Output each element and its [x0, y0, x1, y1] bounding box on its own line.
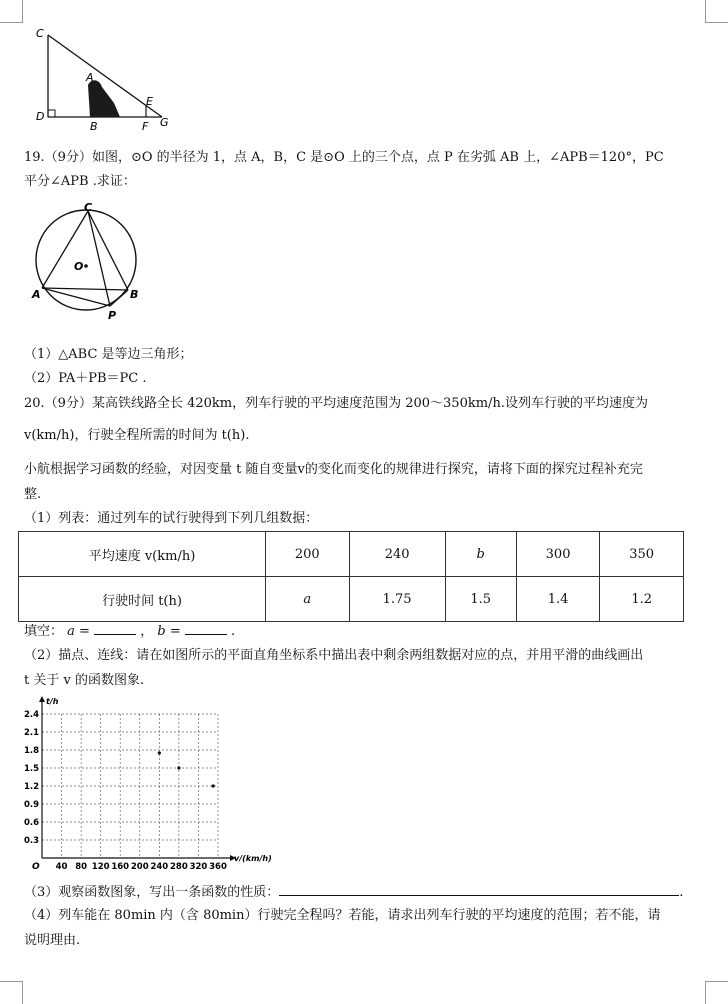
q20-part-1-title: （1）列表：通过列车的试行驶得到下列几组数据：	[24, 511, 319, 526]
q19-line-1: 19.（9分）如图，⊙O 的半径为 1，点 A，B，C 是⊙O 上的三个点，点 P 在劣弧 AB 上，∠APB＝120°，PC	[24, 150, 664, 165]
fill-in-line	[24, 622, 235, 641]
data-point	[158, 751, 161, 754]
table-cell: a	[266, 577, 350, 622]
table-cell: 350	[600, 532, 684, 577]
label-B: B	[130, 288, 139, 301]
part-3-text: （3）观察函数图象，写出一条函数的性质：	[24, 885, 280, 900]
fill-label: 填空：	[24, 624, 64, 639]
answer-blank-b[interactable]	[185, 622, 227, 635]
y-tick-label: 1.5	[23, 764, 39, 774]
y-axis-label: t/h	[46, 697, 59, 706]
q20-part-4-line-1: （4）列车能在 80min 内（含 80min）行驶完全程吗？若能，请求出列车行驶的平均速度的范围；若不能，请	[24, 908, 661, 923]
label-P: P	[108, 309, 117, 322]
label-E: E	[146, 95, 153, 108]
q20-part-2-line-2: t 关于 v 的函数图象.	[24, 673, 145, 688]
crop-mark-top-left	[0, 0, 23, 23]
label-O: O	[74, 260, 84, 273]
coordinate-chart	[22, 694, 272, 870]
table-cell: 1.75	[349, 577, 445, 622]
q19-part-2: （2）PA＋PB＝PC .	[24, 371, 147, 386]
answer-blank-property[interactable]	[279, 883, 679, 896]
data-table	[18, 531, 684, 622]
q20-line-4: 整.	[24, 487, 42, 502]
table-cell: 200	[266, 532, 350, 577]
part-3-end: .	[679, 885, 684, 900]
crop-mark-bottom-right	[705, 981, 728, 1004]
table-row-header: 行驶时间 t(h)	[19, 577, 266, 622]
label-G: G	[160, 116, 169, 129]
q20-line-2: v(km/h)，行驶全程所需的时间为 t(h).	[24, 428, 250, 443]
q19-part-1: （1）△ABC 是等边三角形；	[24, 347, 193, 362]
fill-separator: ，	[140, 624, 154, 639]
y-tick-label: 2.1	[23, 728, 39, 738]
origin-label: O	[32, 862, 40, 870]
q20-line-3: 小航根据学习函数的经验，对因变量 t 随自变量v的变化而变化的规律进行探究，请将下面的探究过程补充完	[24, 462, 643, 477]
table-row-header: 平均速度 v(km/h)	[19, 532, 266, 577]
table-cell: b	[445, 532, 516, 577]
data-point	[212, 784, 215, 787]
y-tick-label: 0.9	[23, 800, 39, 810]
y-tick-label: 1.2	[23, 782, 39, 792]
table-cell: 240	[349, 532, 445, 577]
table-row	[19, 532, 684, 577]
y-tick-label: 0.3	[23, 836, 39, 846]
data-point	[177, 766, 180, 769]
fill-b-label: b =	[157, 624, 181, 639]
fill-end: .	[231, 624, 236, 639]
q20-part-4-line-2: 说明理由.	[24, 933, 81, 948]
label-C: C	[84, 202, 93, 214]
x-tick-label: 80	[75, 862, 88, 870]
x-tick-label: 240	[150, 862, 169, 870]
x-tick-label: 200	[130, 862, 149, 870]
crop-mark-bottom-left	[0, 981, 23, 1004]
y-axis-arrow	[39, 696, 45, 702]
table-row	[19, 577, 684, 622]
label-F: F	[142, 120, 149, 133]
label-B: B	[90, 120, 98, 133]
label-A: A	[32, 288, 41, 301]
answer-blank-a[interactable]	[94, 622, 136, 635]
x-tick-label: 160	[111, 862, 130, 870]
table-cell: 300	[516, 532, 600, 577]
table-cell: 1.2	[600, 577, 684, 622]
q20-line-1: 20.（9分）某高铁线路全长 420km，列车行驶的平均速度范围为 200～350km/h.设列车行驶的平均速度为	[24, 396, 648, 411]
circle-figure	[28, 202, 148, 324]
y-tick-label: 0.6	[23, 818, 39, 828]
label-C: C	[36, 27, 44, 40]
x-axis-label: v/(km/h)	[234, 854, 272, 863]
y-tick-label: 2.4	[23, 710, 39, 720]
table-cell: 1.4	[516, 577, 600, 622]
x-tick-label: 120	[91, 862, 110, 870]
q19-line-2: 平分∠APB .求证：	[24, 174, 136, 189]
q20-part-3	[24, 883, 683, 902]
table-cell: 1.5	[445, 577, 516, 622]
x-tick-label: 40	[55, 862, 68, 870]
x-tick-label: 280	[170, 862, 188, 870]
x-tick-label: 320	[189, 862, 208, 870]
label-D: D	[36, 110, 45, 123]
fill-a-label: a =	[67, 624, 90, 639]
triangle-figure	[30, 25, 175, 135]
x-tick-label: 360	[209, 862, 227, 870]
q20-part-2-line-1: （2）描点、连线：请在如图所示的平面直角坐标系中描出表中剩余两组数据对应的点，并用平滑的曲线画出	[24, 648, 644, 663]
label-A: A	[86, 71, 94, 84]
y-tick-label: 1.8	[23, 746, 39, 756]
crop-mark-top-right	[705, 0, 728, 23]
